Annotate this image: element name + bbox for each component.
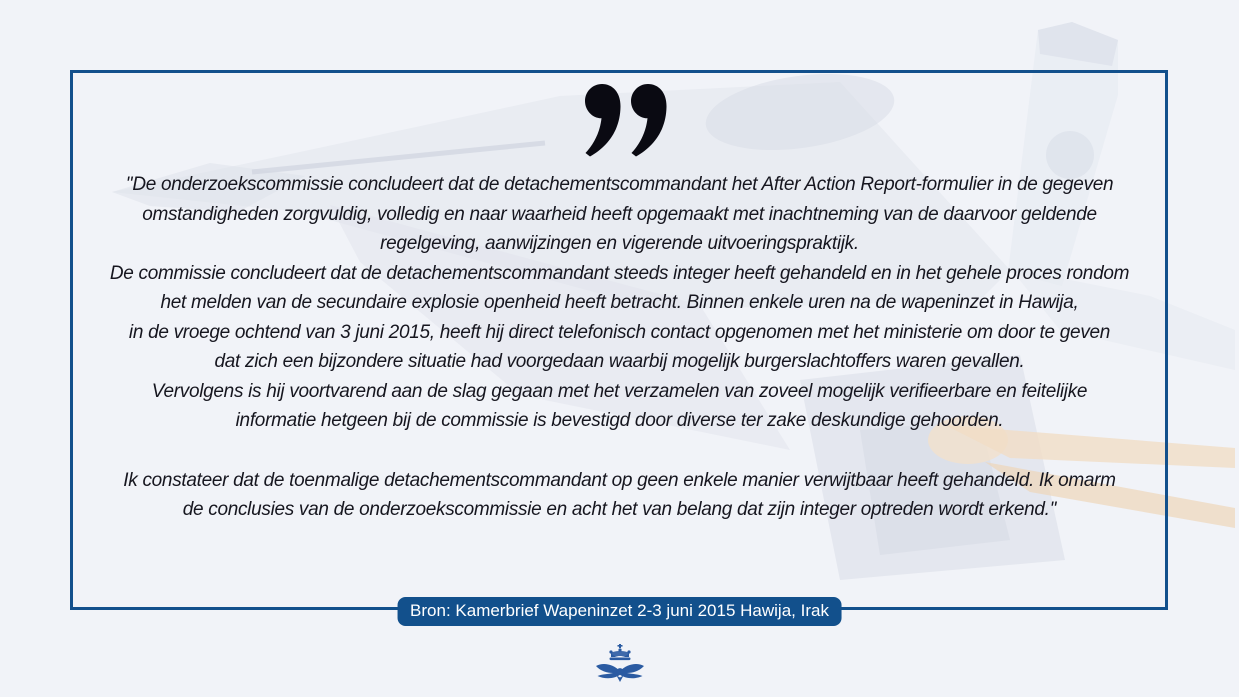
- quote-line: regelgeving, aanwijzingen en vigerende uitvoeringspraktijk.: [380, 233, 859, 254]
- quote-line: het melden van de secundaire explosie openheid heeft betracht. Binnen enkele uren na de wapeninzet in Hawija,: [160, 292, 1079, 313]
- quote-line: Vervolgens is hij voortvarend aan de slag gegaan met het verzamelen van zoveel mogelijk verifieerbare en feitelijke: [151, 380, 1088, 402]
- air-force-logo-icon: [596, 644, 644, 686]
- quote-line: informatie hetgeen bij de commissie is bevestigd door diverse ter zake deskundige gehoorden.: [235, 410, 1004, 431]
- quote-line: ''De onderzoekscommissie concludeert dat de detachementscommandant het After Action Report-formulier in de gegeven: [125, 174, 1114, 195]
- quote-body: [0, 170, 1239, 525]
- quote-line: dat zich een bijzondere situatie had voorgedaan waarbij mogelijk burgerslachtoffers waren gevallen.: [214, 351, 1025, 372]
- quote-paragraph-1: [0, 170, 1239, 436]
- quote-line: De commissie concludeert dat de detachementscommandant steeds integer heeft gehandeld en in het gehele proces rondom: [109, 262, 1130, 284]
- closing-quote-icon: [0, 0, 1239, 170]
- quote-paragraph-2: [0, 466, 1239, 525]
- source-badge: Bron: Kamerbrief Wapeninzet 2-3 juni 2015 Hawija, Irak: [397, 597, 842, 626]
- quote-line: Ik constateer dat de toenmalige detachementscommandant op geen enkele manier verwijtbaar heeft gehandeld. Ik omarm: [123, 469, 1116, 491]
- quote-line: in de vroege ochtend van 3 juni 2015, heeft hij direct telefonisch contact opgenomen met het ministerie om door te geven: [128, 321, 1111, 343]
- quote-line: de conclusies van de onderzoekscommissie en acht het van belang dat zijn integer optreden wordt erkend.'': [182, 499, 1057, 520]
- quote-line: omstandigheden zorgvuldig, volledig en naar waarheid heeft opgemaakt met inachtneming van de daarvoor geldende: [142, 203, 1097, 225]
